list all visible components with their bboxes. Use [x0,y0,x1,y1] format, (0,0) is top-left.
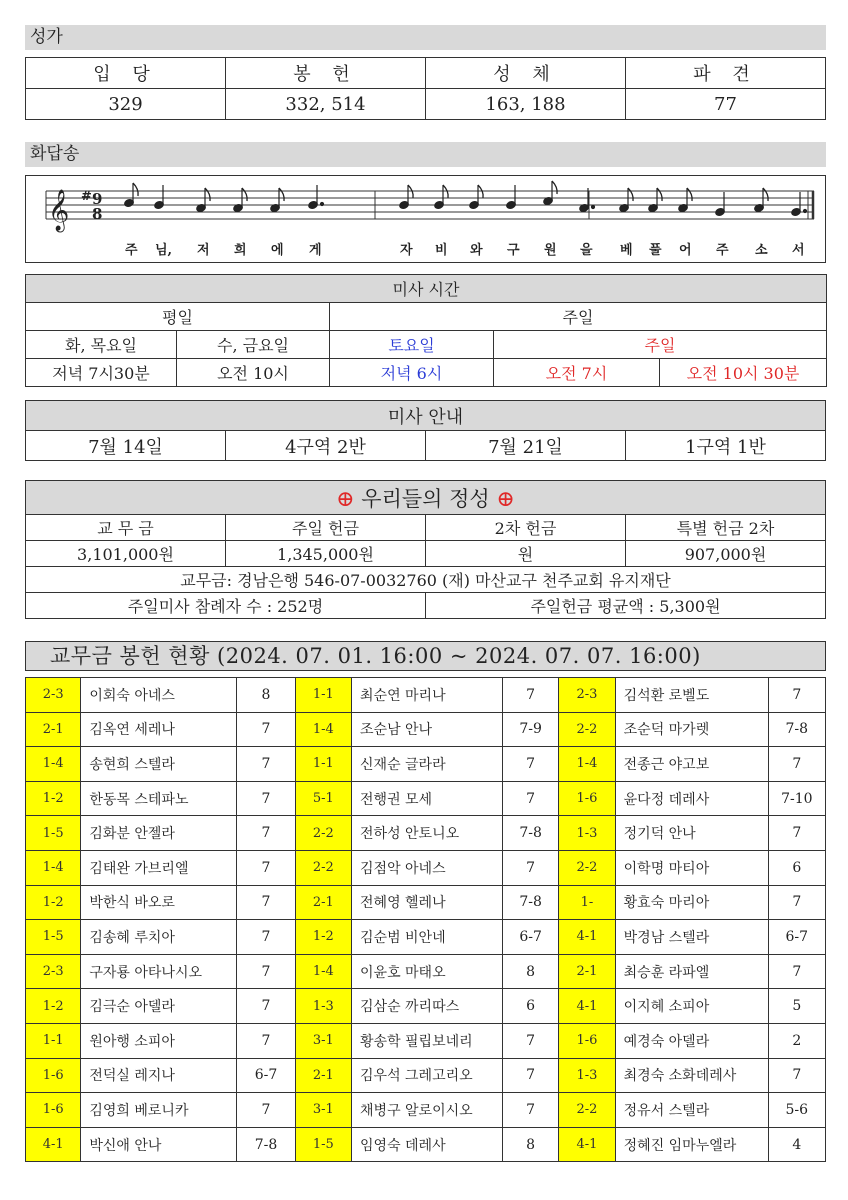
donor-months: 7 [768,885,825,920]
giving-header-special: 특별 헌금 2차 [626,515,826,541]
donor-district: 1-3 [559,816,615,851]
treble-clef-icon: 𝄞 [48,190,70,231]
cross-icon: ⊕ [336,486,355,512]
hymn-header-recessional: 파 견 [626,58,826,89]
time-signature-bottom: 8 [92,205,103,223]
guide-group-2: 1구역 1반 [626,431,826,461]
hymn-header-communion: 성 체 [426,58,626,89]
hymn-value-offertory: 332, 514 [226,89,426,120]
lyric-syllable: 베 [620,243,633,258]
table-row [26,850,826,885]
donor-district: 1-4 [26,850,81,885]
day-tue-thu: 화, 목요일 [26,331,177,359]
day-saturday: 토요일 [330,331,494,359]
donor-name: 박경남 스텔라 [615,920,768,955]
cross-icon: ⊕ [496,486,515,512]
donor-district: 1-4 [559,747,615,782]
table-row [26,1023,826,1058]
donor-months: 6-7 [237,1058,295,1093]
lyric-syllable: 와 [470,243,483,258]
table-row [26,678,826,713]
time-tue-thu: 저녁 7시30분 [26,359,177,387]
giving-header-dues: 교 무 금 [26,515,226,541]
day-wed-fri: 수, 금요일 [177,331,330,359]
donor-name: 임영숙 데레사 [352,1127,503,1162]
giving-value-special: 907,000원 [626,541,826,567]
donor-name: 김태완 가브리엘 [81,850,237,885]
hymn-value-recessional: 77 [626,89,826,120]
donor-name: 김점악 아네스 [352,850,503,885]
table-row [26,781,826,816]
report-title: 교무금 봉헌 현황 [50,644,210,668]
donor-name: 신재순 글라라 [352,747,503,782]
lyric-syllable: 주 [125,243,138,258]
note-flag [279,188,284,201]
donor-district: 2-2 [559,1093,615,1128]
donor-district: 4-1 [26,1127,81,1162]
donor-name: 김옥연 세레나 [81,712,237,747]
donor-name: 전덕실 레지나 [81,1058,237,1093]
lyric-syllable: 저 [197,243,210,258]
donor-district: 3-1 [295,1023,351,1058]
hymn-value-entrance: 329 [26,89,226,120]
donor-district: 1-2 [26,989,81,1024]
note-flag [133,183,138,196]
lyric-syllable: 자 [400,243,413,258]
donor-name: 김순범 비안네 [352,920,503,955]
note-flag [763,188,768,201]
donor-months: 7 [768,1058,825,1093]
donor-name: 채병구 알로이시오 [352,1093,503,1128]
donor-district: 1-5 [26,920,81,955]
donor-months: 7-8 [502,885,558,920]
hymn-header-offertory: 봉 헌 [226,58,426,89]
donor-name: 윤다정 데레사 [615,781,768,816]
table-row [26,920,826,955]
psalm-score [25,175,826,263]
average-offering: 주일헌금 평균액 : 5,300원 [426,593,826,619]
donor-months: 7 [237,885,295,920]
donor-name: 이학명 마티아 [615,850,768,885]
mass-times-title: 미사 시간 [26,275,827,303]
donor-months: 8 [237,678,295,713]
donor-district: 4-1 [559,989,615,1024]
donor-name: 김송혜 루치아 [81,920,237,955]
lyric-syllable: 게 [309,243,322,258]
donor-name: 이회숙 아네스 [81,678,237,713]
note-flag [628,188,633,201]
lyric-syllable: 소 [755,243,768,258]
giving-value-sunday: 1,345,000원 [226,541,426,567]
lyric-syllable: 원 [544,243,557,258]
donor-name: 김석환 로벨도 [615,678,768,713]
giving-title-cell [26,481,826,515]
table-row [26,989,826,1024]
donor-district: 1-1 [295,747,351,782]
lyric-syllable: 에 [271,243,284,258]
donor-months: 5-6 [768,1093,825,1128]
donor-district: 3-1 [295,1093,351,1128]
donor-district: 1-4 [295,712,351,747]
donor-district: 1-2 [26,781,81,816]
lyric-syllable: 풀 [649,243,662,258]
note-dot [591,205,594,208]
donor-table [25,677,826,1162]
donor-months: 7 [502,1023,558,1058]
attendance-count: 주일미사 참례자 수 : 252명 [26,593,426,619]
donor-name: 조순남 안나 [352,712,503,747]
day-sunday: 주일 [494,331,827,359]
donor-name: 정기덕 안나 [615,816,768,851]
donor-months: 7-8 [237,1127,295,1162]
hymn-table [25,57,826,120]
note-flag [657,188,662,201]
report-period: (2024. 07. 01. 16:00 ~ 2024. 07. 07. 16:00) [217,644,701,668]
table-row [26,885,826,920]
donor-name: 김영희 베로니카 [81,1093,237,1128]
donor-name: 김삼순 까리따스 [352,989,503,1024]
donor-name: 박신애 안나 [81,1127,237,1162]
donor-name: 조순덕 마가렛 [615,712,768,747]
donor-months: 7-10 [768,781,825,816]
donor-months: 7 [237,954,295,989]
donor-name: 전행권 모세 [352,781,503,816]
donor-district: 1-4 [295,954,351,989]
mass-times-table [25,274,827,387]
note-flag [242,188,247,201]
donor-district: 1-6 [26,1093,81,1128]
psalm-section-title: 화답송 [25,142,826,167]
donor-district: 2-3 [559,678,615,713]
giving-header-sunday: 주일 헌금 [226,515,426,541]
donor-district: 1-6 [559,781,615,816]
donor-name: 전종근 야고보 [615,747,768,782]
donor-months: 7 [768,678,825,713]
donor-months: 7 [237,781,295,816]
donor-name: 정유서 스텔라 [615,1093,768,1128]
donor-district: 5-1 [295,781,351,816]
donor-name: 최순연 마리나 [352,678,503,713]
donor-months: 7 [237,747,295,782]
donor-name: 원아행 소피아 [81,1023,237,1058]
donor-months: 8 [502,954,558,989]
donor-district: 1-5 [26,816,81,851]
donor-district: 1- [559,885,615,920]
donor-months: 6-7 [768,920,825,955]
donor-months: 7 [237,1093,295,1128]
lyric-syllable: 희 [234,243,247,258]
donor-months: 5 [768,989,825,1024]
donor-name: 김극순 아델라 [81,989,237,1024]
weekday-header: 평일 [26,303,330,331]
table-row [26,954,826,989]
donor-months: 7-8 [768,712,825,747]
lyric-syllable: 비 [435,243,448,258]
donor-district: 1-2 [26,885,81,920]
donor-name: 예경숙 아델라 [615,1023,768,1058]
donor-months: 4 [768,1127,825,1162]
lyric-syllable: 주 [716,243,729,258]
donor-months: 7 [768,816,825,851]
note-dot [320,202,323,205]
donor-district: 1-3 [295,989,351,1024]
table-row [26,712,826,747]
time-signature-top: 9 [92,190,103,208]
donor-months: 7 [768,954,825,989]
donor-district: 1-5 [295,1127,351,1162]
donor-name: 한동목 스테파노 [81,781,237,816]
donor-months: 6 [768,850,825,885]
donor-district: 2-1 [295,1058,351,1093]
giving-title: 우리들의 정성 [361,486,490,511]
mass-guide-table [25,400,826,461]
donor-months: 7-9 [502,712,558,747]
donor-district: 2-2 [295,816,351,851]
donor-name: 정혜진 임마누엘라 [615,1127,768,1162]
report-title-bar [25,641,826,671]
donor-district: 4-1 [559,1127,615,1162]
donor-months: 2 [768,1023,825,1058]
hymn-section-title: 성가 [25,25,826,50]
time-saturday: 저녁 6시 [330,359,494,387]
hymn-value-communion: 163, 188 [426,89,626,120]
donor-months: 6 [502,989,558,1024]
donor-months: 7 [237,989,295,1024]
donor-months: 8 [502,1127,558,1162]
note-flag [552,181,557,194]
donor-district: 2-3 [26,954,81,989]
lyric-syllable: 구 [507,243,520,258]
donor-months: 7 [237,920,295,955]
donor-name: 전혜영 헬레나 [352,885,503,920]
donor-months: 7 [502,1058,558,1093]
donor-name: 박한식 바오로 [81,885,237,920]
donor-months: 7 [502,678,558,713]
guide-date-2: 7월 21일 [426,431,626,461]
donor-district: 4-1 [559,920,615,955]
donor-district: 2-2 [559,850,615,885]
donor-name: 구자룡 아타나시오 [81,954,237,989]
donor-district: 1-1 [26,1023,81,1058]
guide-date-1: 7월 14일 [26,431,226,461]
donor-name: 이지혜 소피아 [615,989,768,1024]
mass-guide-title: 미사 안내 [26,401,826,431]
donor-district: 2-1 [559,954,615,989]
donor-name: 송현희 스텔라 [81,747,237,782]
table-row [26,1127,826,1162]
donor-district: 1-6 [26,1058,81,1093]
table-row [26,1058,826,1093]
donor-district: 2-1 [26,712,81,747]
sunday-header: 주일 [330,303,827,331]
time-sunday-early: 오전 7시 [494,359,660,387]
donor-name: 최경숙 소화데레사 [615,1058,768,1093]
donor-district: 1-4 [26,747,81,782]
sharp-icon: # [81,189,92,204]
donor-months: 7 [237,712,295,747]
donor-name: 전하성 안토니오 [352,816,503,851]
guide-group-1: 4구역 2반 [226,431,426,461]
giving-value-dues: 3,101,000원 [26,541,226,567]
donor-district: 1-3 [559,1058,615,1093]
donor-district: 2-2 [559,712,615,747]
donor-name: 김우석 그레고리오 [352,1058,503,1093]
table-row [26,747,826,782]
donor-months: 7 [768,747,825,782]
donor-name: 김화분 안젤라 [81,816,237,851]
giving-header-second: 2차 헌금 [426,515,626,541]
donor-name: 황송학 필립보네리 [352,1023,503,1058]
donor-district: 1-1 [295,678,351,713]
time-wed-fri: 오전 10시 [177,359,330,387]
donor-months: 7 [237,1023,295,1058]
donor-months: 7 [502,747,558,782]
note-flag [687,188,692,201]
table-row [26,816,826,851]
donor-months: 7-8 [502,816,558,851]
giving-value-second: 원 [426,541,626,567]
donor-months: 7 [237,816,295,851]
donor-months: 7 [502,1093,558,1128]
donor-name: 황효숙 마리아 [615,885,768,920]
donor-district: 2-2 [295,850,351,885]
donor-district: 2-3 [26,678,81,713]
note-flag [205,188,210,201]
donor-district: 2-1 [295,885,351,920]
music-staff [26,176,825,262]
time-sunday-late: 오전 10시 30분 [660,359,827,387]
hymn-header-entrance: 입 당 [26,58,226,89]
table-row [26,1093,826,1128]
donor-district: 1-6 [559,1023,615,1058]
giving-table [25,480,826,619]
lyric-syllable: 님, [155,243,173,258]
donor-months: 7 [502,781,558,816]
lyric-syllable: 서 [792,243,805,258]
donor-district: 1-2 [295,920,351,955]
account-info: 교무금: 경남은행 546-07-0032760 (재) 마산교구 천주교회 유지재단 [26,567,826,593]
note-dot [803,209,806,212]
donor-months: 7 [502,850,558,885]
donor-months: 7 [237,850,295,885]
lyric-syllable: 을 [580,243,593,258]
donor-months: 6-7 [502,920,558,955]
lyric-syllable: 어 [679,243,692,258]
donor-name: 최승훈 라파엘 [615,954,768,989]
donor-name: 이윤호 마태오 [352,954,503,989]
